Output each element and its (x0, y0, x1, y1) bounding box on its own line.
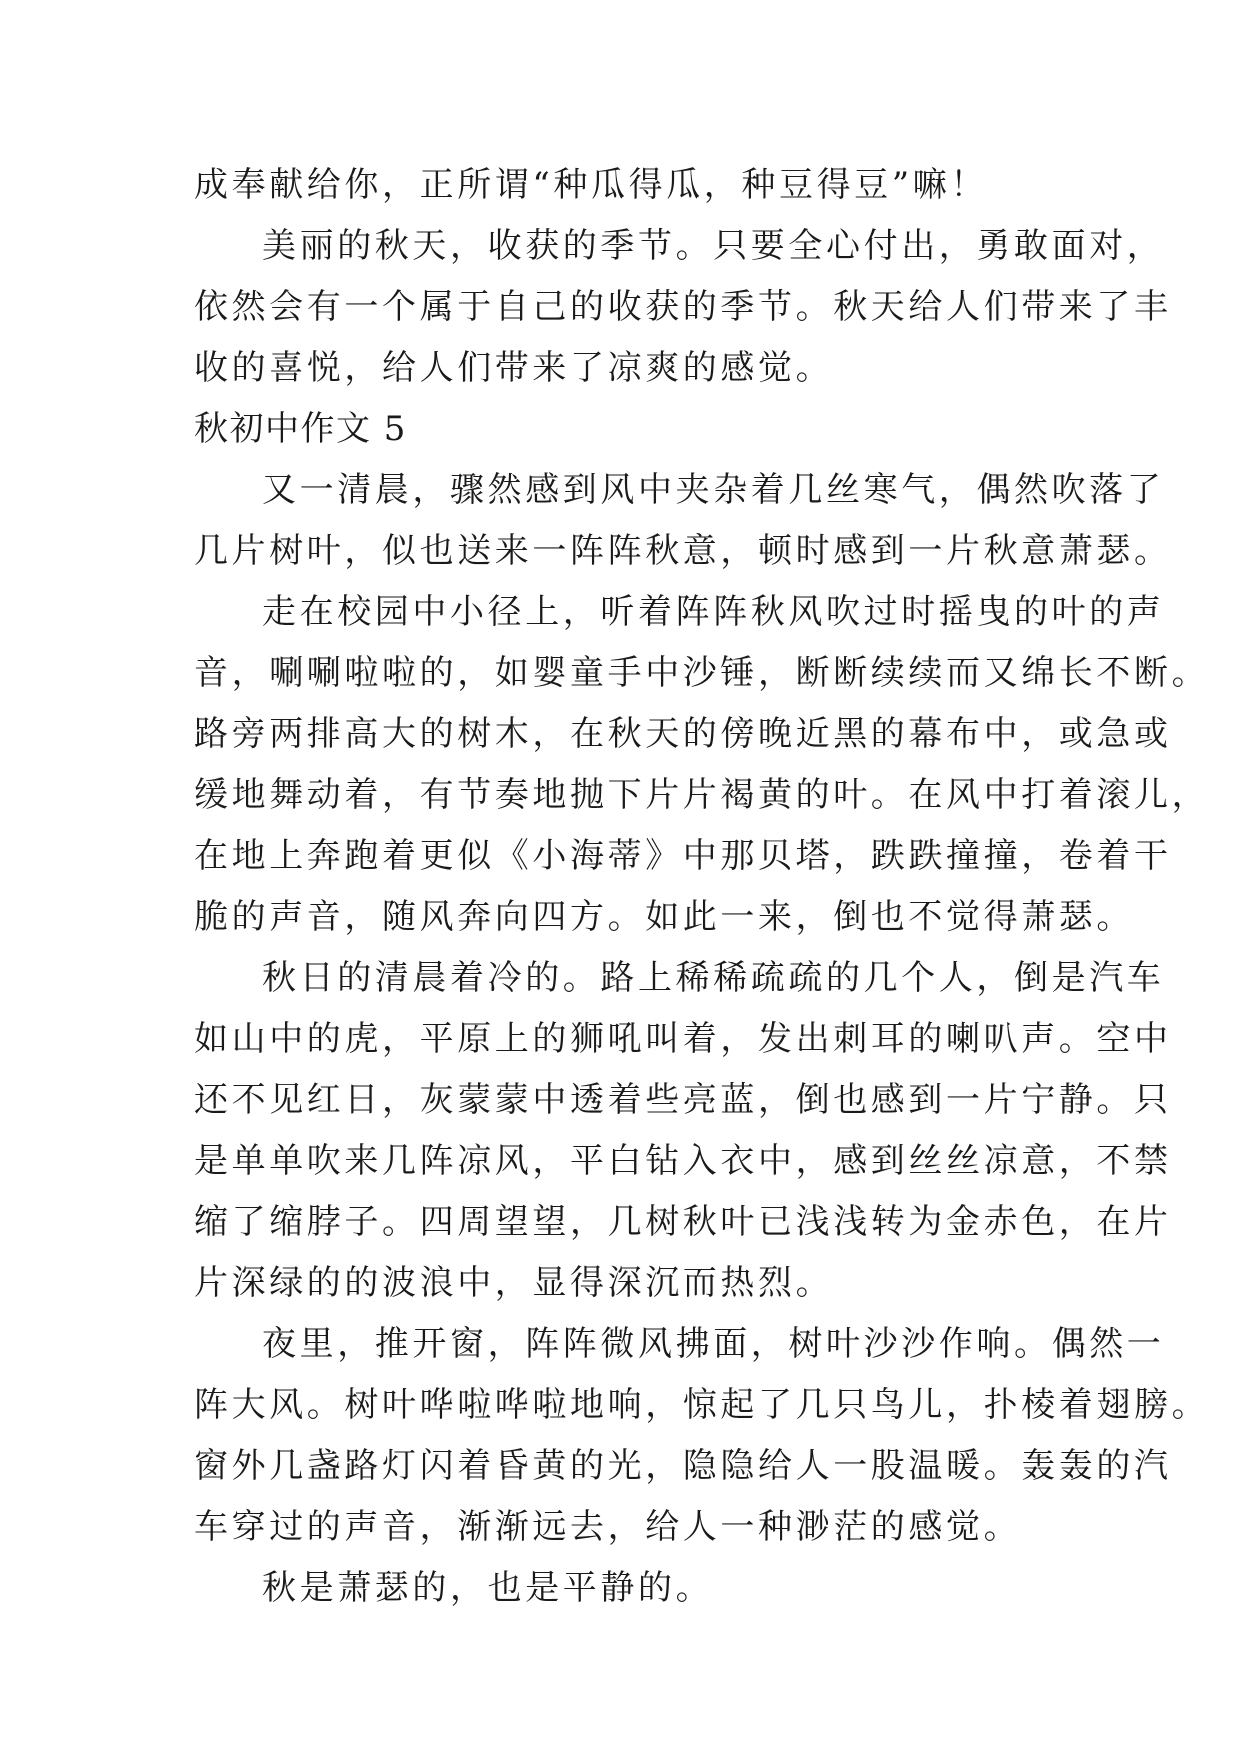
paragraph-line: 脆的声音，随风奔向四方。如此一来，倒也不觉得萧瑟。 (194, 897, 1134, 937)
paragraph-line: 秋日的清晨着冷的。路上稀稀疏疏的几个人，倒是汽车 (262, 958, 1165, 998)
paragraph-line: 又一清晨，骤然感到风中夹杂着几丝寒气，偶然吹落了 (262, 470, 1165, 510)
section-heading: 秋初中作文 5 (194, 409, 407, 449)
paragraph-line: 是单单吹来几阵凉风，平白钻入衣中，感到丝丝凉意，不禁 (194, 1141, 1172, 1181)
paragraph-line: 成奉献给你，正所谓“种瓜得瓜，种豆得豆”嘛！ (194, 165, 988, 205)
paragraph-line: 在地上奔跑着更似《小海蒂》中那贝塔，跌跌撞撞，卷着干 (194, 836, 1172, 876)
paragraph-line: 阵大风。树叶哗啦哗啦地响，惊起了几只鸟儿，扑棱着翅膀。 (194, 1385, 1210, 1425)
paragraph-line: 车穿过的声音，渐渐远去，给人一种渺茫的感觉。 (194, 1507, 1022, 1547)
paragraph-line: 依然会有一个属于自己的收获的季节。秋天给人们带来了丰 (194, 287, 1172, 327)
paragraph-line: 还不见红日，灰蒙蒙中透着些亮蓝，倒也感到一片宁静。只 (194, 1080, 1172, 1120)
paragraph-line: 路旁两排高大的树木，在秋天的傍晚近黑的幕布中，或急或 (194, 714, 1172, 754)
paragraph-line: 收的喜悦，给人们带来了凉爽的感觉。 (194, 348, 834, 388)
paragraph-line: 缓地舞动着，有节奏地抛下片片褐黄的叶。在风中打着滚儿， (194, 775, 1210, 815)
paragraph-line: 秋是萧瑟的，也是平静的。 (262, 1568, 714, 1608)
paragraph-line: 美丽的秋天，收获的季节。只要全心付出，勇敢面对， (262, 226, 1165, 266)
paragraph-line: 如山中的虎，平原上的狮吼叫着，发出刺耳的喇叭声。空中 (194, 1019, 1172, 1059)
paragraph-line: 夜里，推开窗，阵阵微风拂面，树叶沙沙作响。偶然一 (262, 1324, 1165, 1364)
paragraph-line: 窗外几盏路灯闪着昏黄的光，隐隐给人一股温暖。轰轰的汽 (194, 1446, 1172, 1486)
document-body (194, 155, 1210, 1619)
paragraph-line: 走在校园中小径上，听着阵阵秋风吹过时摇曳的叶的声 (262, 592, 1165, 632)
paragraph-line: 缩了缩脖子。四周望望，几树秋叶已浅浅转为金赤色，在片 (194, 1202, 1172, 1242)
paragraph-line: 片深绿的的波浪中，显得深沉而热烈。 (194, 1263, 834, 1303)
paragraph-line: 音，唰唰啦啦的，如婴童手中沙锤，断断续续而又绵长不断。 (194, 653, 1210, 693)
paragraph-line: 几片树叶，似也送来一阵阵秋意，顿时感到一片秋意萧瑟。 (194, 531, 1172, 571)
